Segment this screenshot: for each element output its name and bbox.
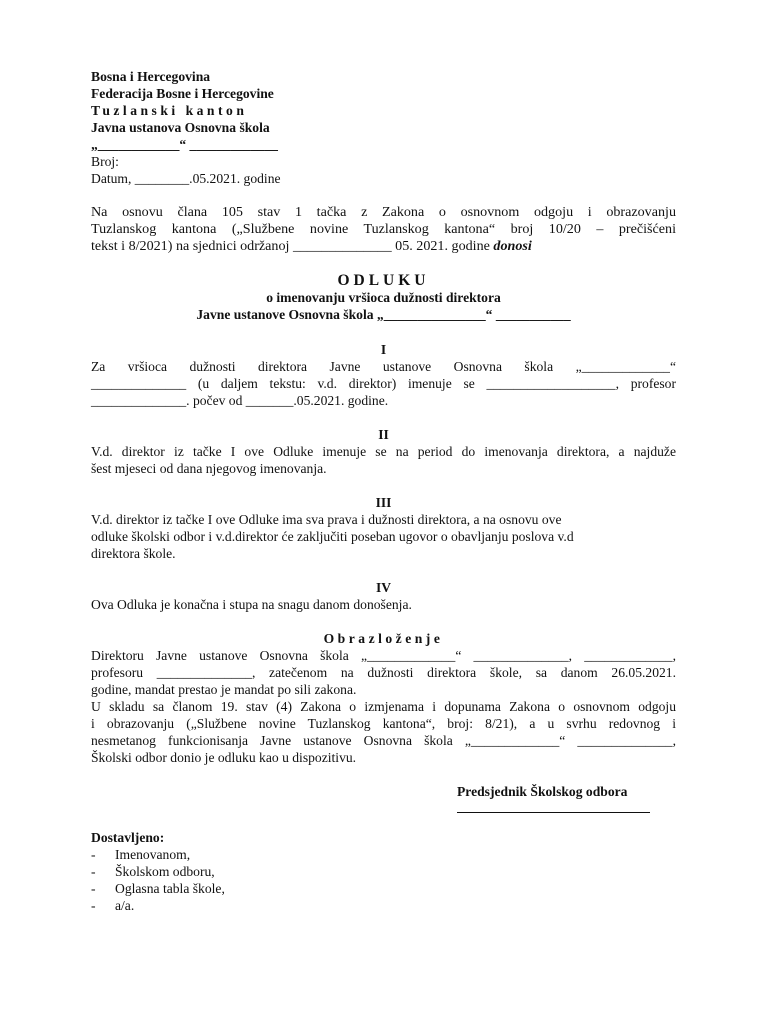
list-item-text: Imenovanom, (115, 847, 191, 862)
section-line: Za vršioca dužnosti direktora Javne ustanove Osnovna škola „_____________“ (91, 359, 676, 374)
section-line: direktora škole. (91, 546, 176, 561)
list-item (91, 863, 676, 880)
justification-line: Školski odbor donio je odluku kao u dispozitivu. (91, 750, 357, 765)
justification-line: profesoru ______________, zatečenom na dužnosti direktora škole, sa danom 26.05.2021. (91, 665, 676, 680)
reference-number: Broj: (91, 154, 119, 169)
section-number: IV (375, 580, 392, 595)
list-item-text: Oglasna tabla škole, (115, 881, 225, 896)
list-bullet: - (91, 881, 96, 896)
section-3 (91, 494, 676, 562)
preamble-line: Na osnovu člana 105 stav 1 tačka z Zakona o osnovnom odgoju i obrazovanju (91, 204, 676, 220)
section-1 (91, 341, 676, 409)
section-2 (91, 426, 676, 477)
section-line: V.d. direktor iz tačke I ove Odluke imenuje se na period do imenovanja direktora, a najduže (91, 444, 676, 459)
signature-block (91, 783, 676, 813)
section-number: III (375, 495, 392, 510)
justification-line: nesmetanog funkcionisanja Javne ustanove Osnovna škola „_____________“ ______________, (91, 733, 676, 748)
section-line: ______________. počev od _______.05.2021. godine. (91, 393, 389, 408)
justification-line: i obrazovanju („Službene novine Tuzlanskog kantona“, broj: 8/21), a u svrhu redovnog i (91, 716, 676, 731)
preamble-text: tekst i 8/2021) na sjednici održanoj ______________ 05. 2021. godine (91, 238, 494, 254)
distribution-list (91, 829, 676, 914)
list-item (91, 846, 676, 863)
canton-line: Tuzlanski kanton (91, 103, 248, 118)
federation-line: Federacija Bosne i Hercegovine (91, 86, 274, 101)
section-number: I (380, 342, 387, 357)
section-line: Ova Odluka je konačna i stupa na snagu danom donošenja. (91, 597, 412, 612)
list-bullet: - (91, 898, 96, 913)
section-line: šest mjeseci od dana njegovog imenovanja. (91, 461, 327, 476)
justification-line: godine, mandat prestao je mandat po sili zakona. (91, 682, 357, 697)
school-name-blank: „____________“ _____________ (91, 137, 278, 152)
institution-line: Javna ustanova Osnovna škola (91, 120, 270, 135)
section-4 (91, 579, 676, 613)
justification (91, 630, 676, 766)
document-subtitle-school: Javne ustanove Osnovna škola „_______________“ ___________ (196, 307, 571, 322)
justification-line: Direktoru Javne ustanove Osnovna škola „_____________“ ______________, _____________, (91, 648, 676, 663)
country-line: Bosna i Hercegovina (91, 69, 211, 84)
distribution-heading: Dostavljeno: (91, 830, 165, 845)
preamble-line (91, 238, 676, 255)
list-bullet: - (91, 864, 96, 879)
document-page (91, 68, 676, 914)
preamble (91, 204, 676, 255)
list-item (91, 897, 676, 914)
document-title: ODLUKU (337, 272, 430, 289)
signature-title: Predsjednik Školskog odbora (457, 784, 628, 799)
document-subtitle: o imenovanju vršioca dužnosti direktora (266, 290, 501, 305)
preamble-line: Tuzlanskog kantona („Službene novine Tuzlanskog kantona“ broj 10/20 – prečišćeni (91, 221, 676, 237)
list-item-text: Školskom odboru, (115, 864, 215, 879)
document-date: Datum, ________.05.2021. godine (91, 171, 281, 186)
list-bullet: - (91, 847, 96, 862)
donosi-word: donosi (493, 238, 532, 254)
section-line: ______________ (u daljem tekstu: v.d. direktor) imenuje se ___________________, profesor (91, 376, 676, 391)
justification-line: U skladu sa članom 19. stav (4) Zakona o izmjenama i dopunama Zakona o osnovnom odgoju (91, 699, 676, 714)
list-item (91, 880, 676, 897)
section-line: V.d. direktor iz tačke I ove Odluke ima sva prava i dužnosti direktora, a na osnovu ove (91, 512, 562, 527)
section-number: II (378, 427, 389, 442)
list-item-text: a/a. (115, 898, 135, 913)
justification-heading: Obrazloženje (323, 631, 444, 646)
signature-line (457, 800, 650, 813)
section-line: odluke školski odbor i v.d.direktor će zaključiti poseban ugovor o obavljanju poslova v.d (91, 529, 574, 544)
letterhead (91, 68, 676, 187)
